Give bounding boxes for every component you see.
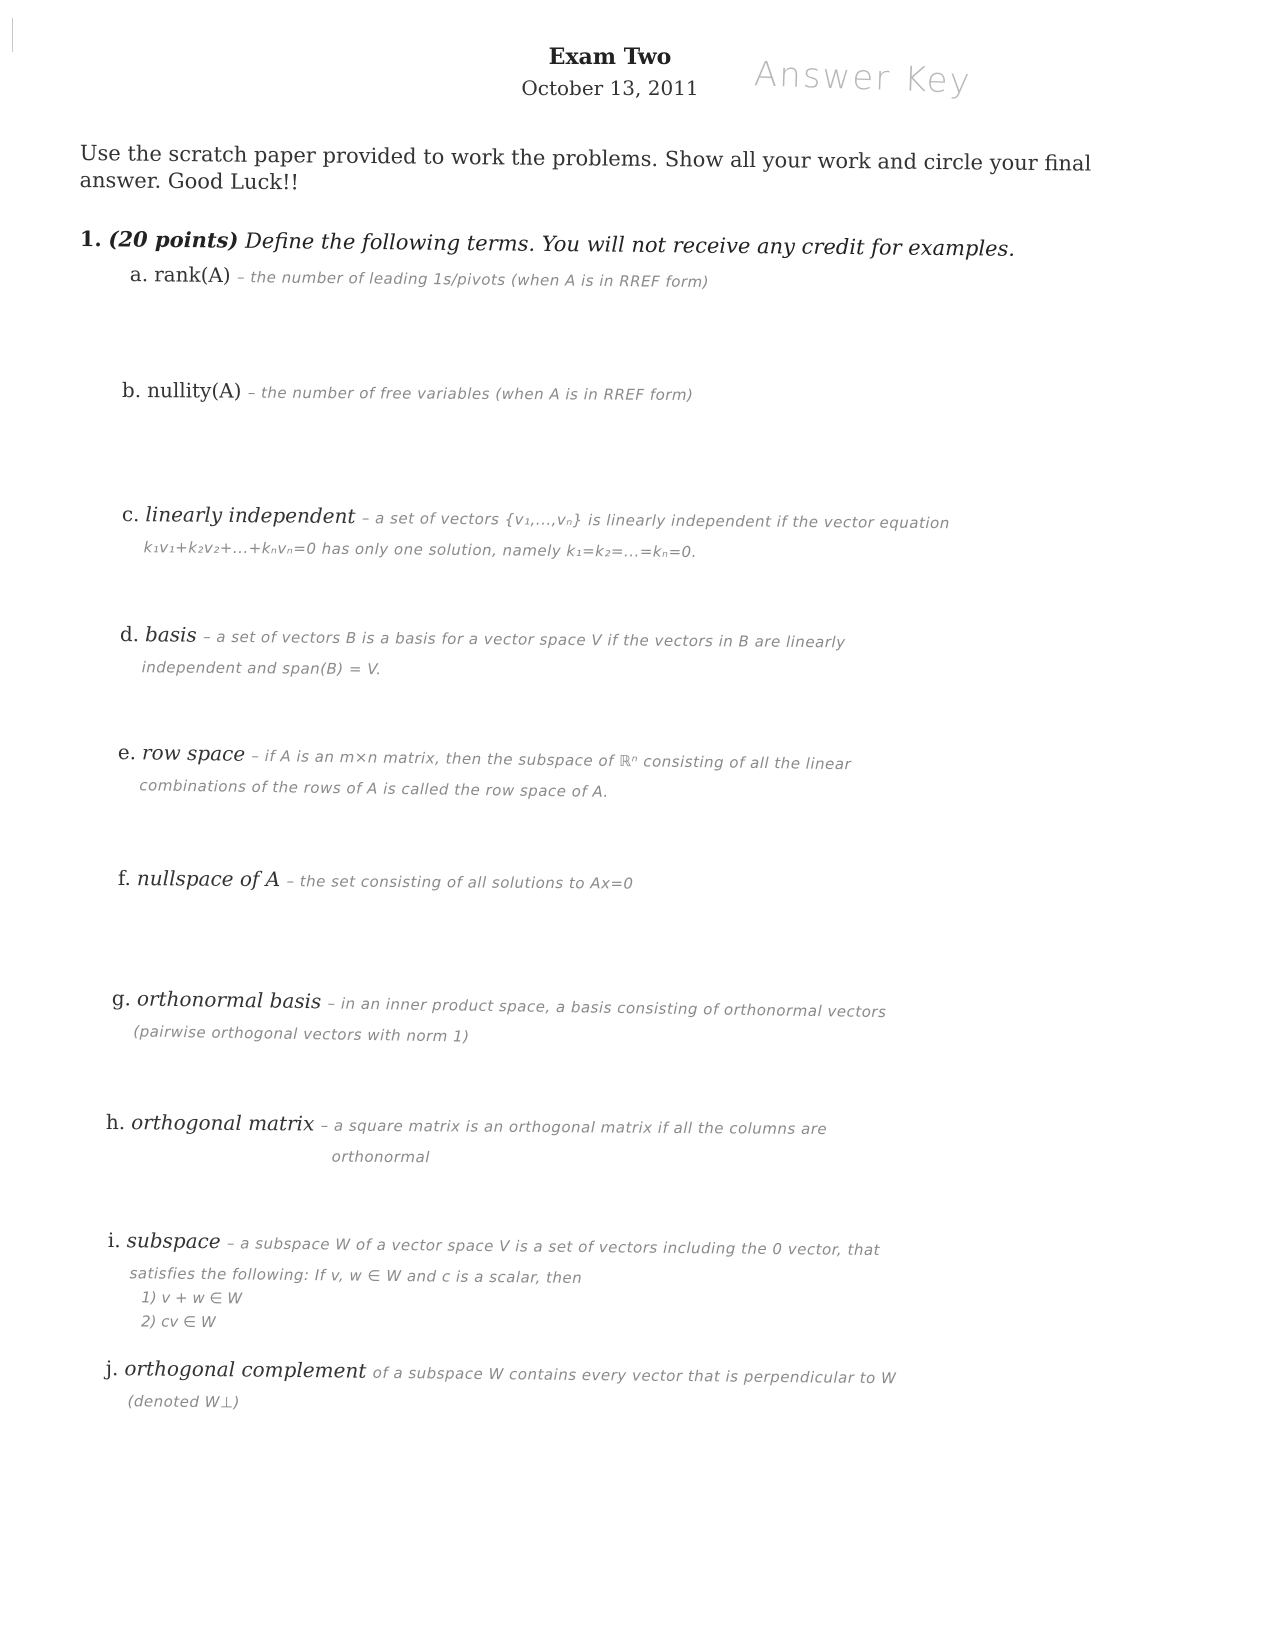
item-answer-continued: (denoted W⊥) bbox=[127, 1392, 241, 1412]
item-term: nullspace of A bbox=[136, 866, 281, 892]
definition-item-nullity bbox=[122, 378, 1202, 408]
item-label: g. bbox=[111, 986, 132, 1011]
item-answer-continued: orthonormal bbox=[331, 1147, 430, 1167]
item-term: orthonormal basis bbox=[136, 986, 322, 1014]
item-label: f. bbox=[117, 866, 132, 891]
subspace-condition-1: 1) v + w ∈ W bbox=[141, 1288, 243, 1308]
item-answer-continued: combinations of the rows of A is called the row space of A. bbox=[139, 776, 609, 801]
item-answer: – a square matrix is an orthogonal matrix if all the columns are bbox=[320, 1116, 828, 1139]
definition-item-linearly-independent bbox=[122, 502, 1202, 565]
question-1-header bbox=[80, 226, 1190, 263]
item-label: h. bbox=[105, 1110, 126, 1135]
item-label: e. bbox=[117, 740, 137, 765]
item-answer: – the number of free variables (when A is in RREF form) bbox=[247, 383, 694, 404]
definition-item-subspace bbox=[107, 1228, 1188, 1341]
definition-item-basis bbox=[120, 622, 1200, 685]
scan-edge-mark bbox=[12, 18, 13, 52]
item-term: orthogonal matrix bbox=[131, 1110, 315, 1136]
item-label: j. bbox=[105, 1356, 119, 1381]
question-points: (20 points) bbox=[108, 226, 239, 253]
instructions: Use the scratch paper provided to work the problems. Show all your work and circle your final answer. Good Luck!! bbox=[79, 140, 1092, 195]
item-label: b. bbox=[121, 378, 142, 403]
exam-title: Exam Two bbox=[548, 44, 672, 70]
item-label: c. bbox=[121, 502, 140, 527]
item-answer-continued: independent and span(B) = V. bbox=[141, 658, 382, 679]
definition-item-nullspace bbox=[118, 866, 1198, 898]
item-label: i. bbox=[107, 1228, 121, 1253]
item-label: a. bbox=[129, 262, 149, 287]
item-answer: – the set consisting of all solutions to Ax=0 bbox=[286, 872, 634, 893]
item-term: linearly independent bbox=[145, 502, 356, 529]
definition-item-orthonormal-basis bbox=[111, 986, 1192, 1057]
item-term: nullity(A) bbox=[147, 378, 242, 403]
item-answer-continued: (pairwise orthogonal vectors with norm 1) bbox=[133, 1022, 470, 1046]
item-answer: – if A is an m×n matrix, then the subspace of ℝⁿ consisting of all the linear bbox=[251, 746, 852, 774]
definition-item-orthogonal-matrix bbox=[106, 1110, 1186, 1172]
subspace-condition-2: 2) cv ∈ W bbox=[140, 1312, 216, 1332]
question-prompt: Define the following terms. You will not receive any credit for examples. bbox=[244, 228, 1016, 261]
definition-item-row-space bbox=[117, 740, 1198, 809]
item-label: d. bbox=[119, 622, 140, 647]
item-answer: – a set of vectors {v₁,...,vₙ} is linearly independent if the vector equation bbox=[361, 509, 950, 533]
item-answer: – a subspace W of a vector space V is a set of vectors including the 0 vector, that bbox=[226, 1234, 881, 1260]
item-answer-continued: satisfies the following: If v, w ∈ W and c is a scalar, then bbox=[129, 1264, 583, 1287]
item-answer: – the number of leading 1s/pivots (when A is in RREF form) bbox=[236, 268, 710, 292]
answer-key-annotation: Answer Key bbox=[753, 54, 973, 102]
item-term: subspace bbox=[126, 1228, 221, 1254]
item-answer: – in an inner product space, a basis consisting of orthonormal vectors bbox=[327, 994, 887, 1022]
item-term: row space bbox=[141, 740, 246, 766]
item-answer-continued: k₁v₁+k₂v₂+...+kₙvₙ=0 has only one solution, namely k₁=k₂=...=kₙ=0. bbox=[143, 538, 697, 562]
definition-item-rank bbox=[130, 262, 1210, 297]
item-term: basis bbox=[144, 622, 197, 647]
item-term: rank(A) bbox=[154, 262, 231, 288]
item-answer: of a subspace W contains every vector that is perpendicular to W bbox=[372, 1363, 897, 1388]
definition-item-orthogonal-complement bbox=[105, 1356, 1186, 1421]
item-answer: – a set of vectors B is a basis for a vector space V if the vectors in B are linearly bbox=[202, 627, 846, 652]
item-term: orthogonal complement bbox=[124, 1356, 367, 1383]
exam-date: October 13, 2011 bbox=[521, 76, 699, 100]
question-number: 1. bbox=[79, 226, 102, 252]
